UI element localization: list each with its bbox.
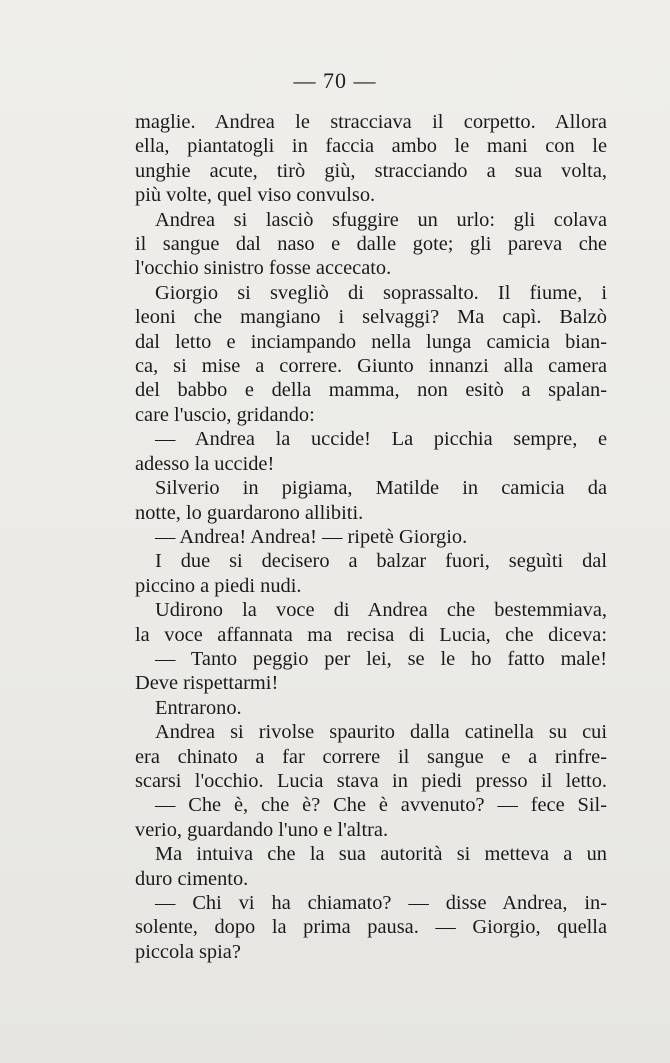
- text-line: I due si decisero a balzar fuori, seguìti dal: [155, 550, 607, 573]
- text-line: l'occhio sinistro fosse accecato.: [135, 257, 392, 280]
- text-line: il sangue dal naso e dalle gote; gli pareva che: [135, 233, 607, 256]
- text-line: Andrea si rivolse spaurito dalla catinella su cui: [155, 721, 607, 744]
- text-line: — Andrea! Andrea! — ripetè Giorgio.: [155, 525, 468, 548]
- text-line: Giorgio si svegliò di soprassalto. Il fiume, i: [155, 281, 607, 304]
- text-line: Ma intuiva che la sua autorità si metteva a un: [155, 843, 607, 866]
- text-line: ella, piantatogli in faccia ambo le mani con le: [135, 135, 607, 158]
- text-line: ca, si mise a correre. Giunto innanzi alla camera: [135, 355, 607, 378]
- text-line: scarsi l'occhio. Lucia stava in piedi presso il letto.: [135, 769, 607, 792]
- page-number: — 70 —: [293, 68, 377, 93]
- text-line: maglie. Andrea le stracciava il corpetto. Allora: [135, 111, 607, 133]
- text-line: unghie acute, tirò giù, stracciando a sua volta,: [135, 159, 607, 182]
- text-line: notte, lo guardarono allibiti.: [135, 501, 364, 524]
- text-line: solente, dopo la prima pausa. — Giorgio, quella: [135, 916, 607, 939]
- text-line: Deve rispettarmi!: [135, 672, 279, 695]
- text-line: più volte, quel viso convulso.: [135, 184, 376, 207]
- text-line: dal letto e inciampando nella lunga camicia bian-: [135, 330, 607, 353]
- text-line: care l'uscio, gridando:: [135, 403, 315, 426]
- text-line: verio, guardando l'uno e l'altra.: [135, 818, 389, 841]
- text-line: la voce affannata ma recisa di Lucia, che diceva:: [135, 623, 607, 646]
- text-line: — Tanto peggio per lei, se le ho fatto male!: [155, 647, 607, 670]
- text-line: era chinato a far correre il sangue e a rinfre-: [135, 745, 607, 768]
- text-line: Udirono la voce di Andrea che bestemmiava,: [155, 599, 607, 622]
- text-line: Andrea si lasciò sfuggire un urlo: gli colava: [155, 208, 607, 231]
- text-line: leoni che mangiano i selvaggi? Ma capì. Balzò: [135, 306, 607, 329]
- text-line: Entrarono.: [155, 696, 242, 719]
- text-line: adesso la uccide!: [135, 452, 275, 475]
- body-text: [135, 110, 607, 964]
- text-line: piccola spia?: [135, 940, 241, 963]
- text-line: duro cimento.: [135, 867, 249, 890]
- text-line: del babbo e della mamma, non esitò a spalan-: [135, 379, 607, 402]
- text-line: — Che è, che è? Che è avvenuto? — fece Sil-: [155, 794, 607, 817]
- text-line: — Chi vi ha chiamato? — disse Andrea, in-: [155, 892, 607, 914]
- text-line: Silverio in pigiama, Matilde in camicia da: [155, 477, 607, 500]
- text-line: piccino a piedi nudi.: [135, 574, 302, 597]
- text-line: — Andrea la uccide! La picchia sempre, e: [155, 428, 607, 451]
